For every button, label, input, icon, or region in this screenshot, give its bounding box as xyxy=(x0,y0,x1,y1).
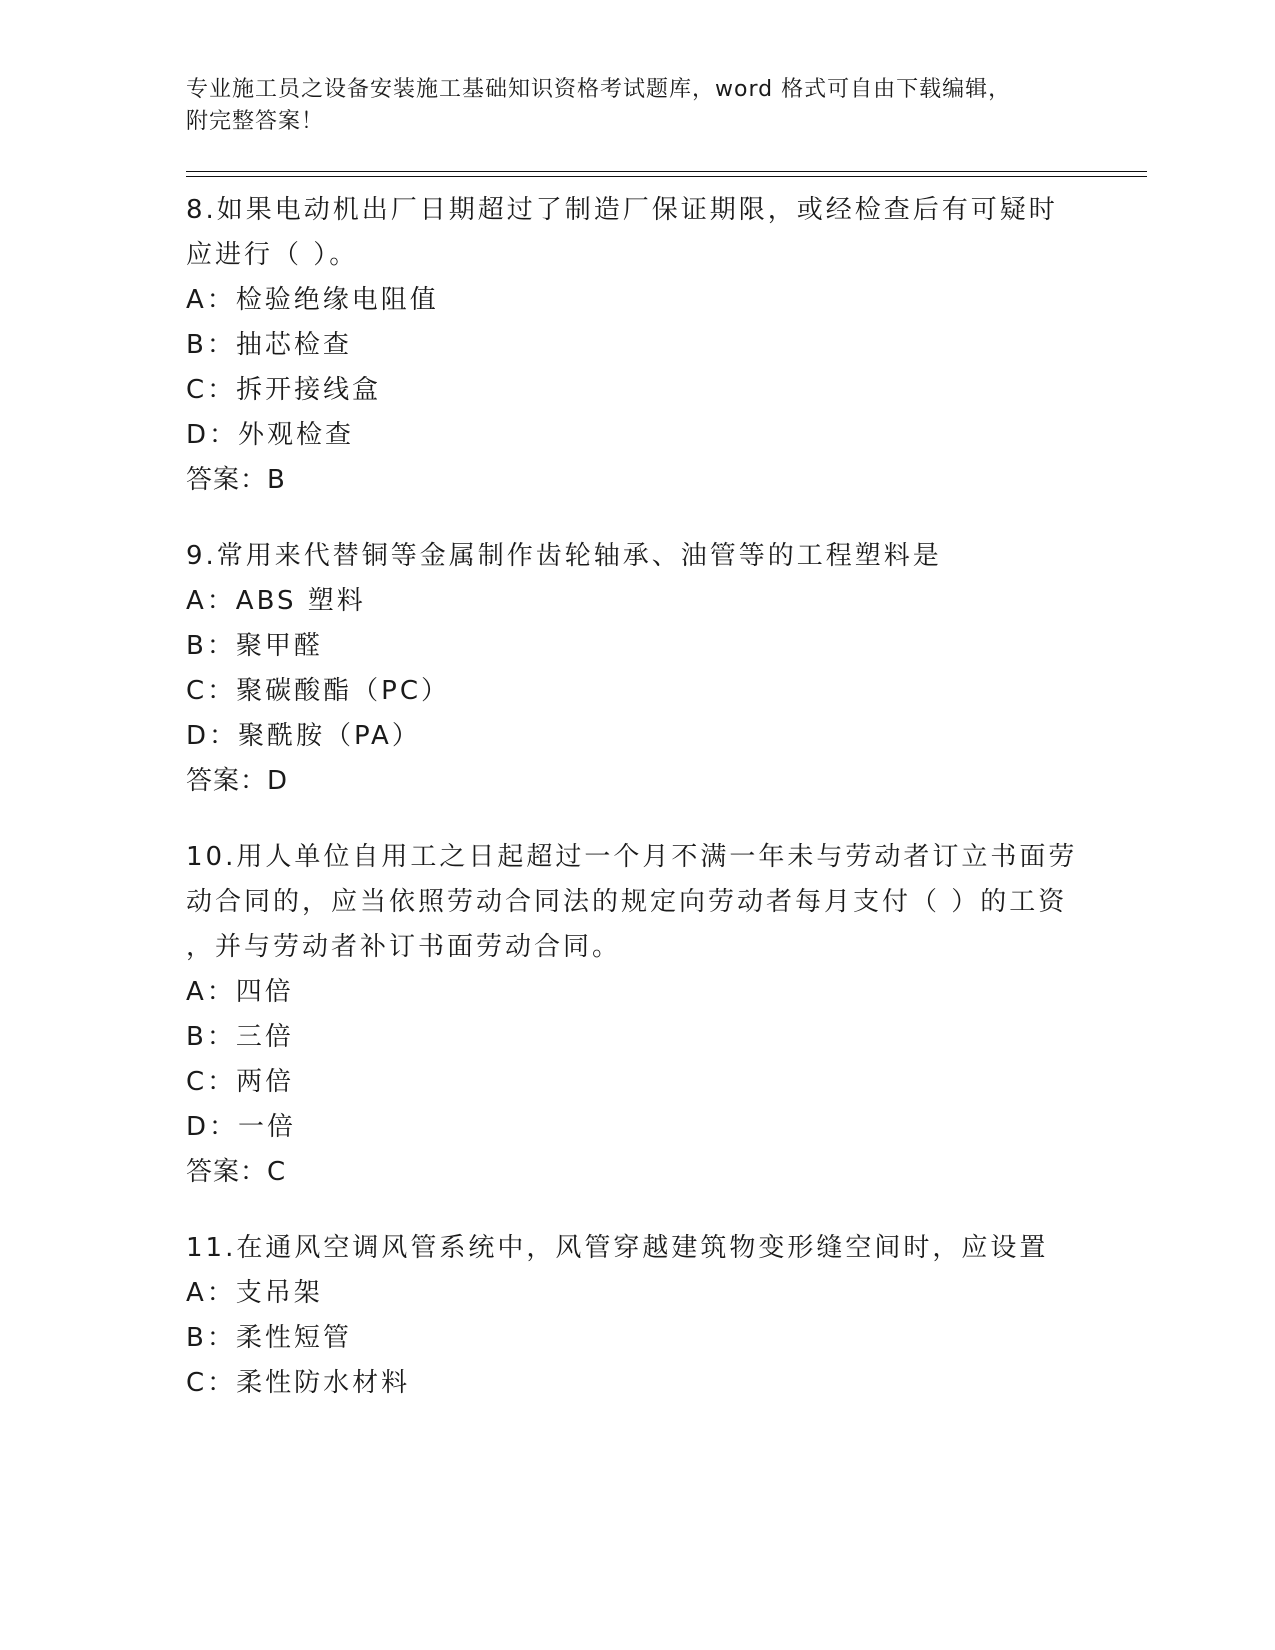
question-list xyxy=(186,188,1086,1438)
question-text-line: 动合同的，应当依照劳动合同法的规定向劳动者每月支付（ ）的工资 xyxy=(186,887,1068,917)
option-a: A：ABS 塑料 xyxy=(186,586,366,616)
question-text-line: 8.如果电动机出厂日期超过了制造厂保证期限，或经检查后有可疑时 xyxy=(186,195,1058,225)
option-d: D：聚酰胺（PA） xyxy=(186,721,421,751)
option-a: A：检验绝缘电阻值 xyxy=(186,285,439,315)
option-a: A：四倍 xyxy=(186,977,294,1007)
header-divider-bottom xyxy=(186,176,1147,177)
option-b: B：柔性短管 xyxy=(186,1323,352,1353)
question-text-line: 9.常用来代替铜等金属制作齿轮轴承、油管等的工程塑料是 xyxy=(186,541,942,571)
option-b: B：抽芯检查 xyxy=(186,330,352,360)
header-line-2: 附完整答案！ xyxy=(186,109,325,134)
option-c: C：两倍 xyxy=(186,1067,295,1097)
question-10 xyxy=(186,835,1086,1194)
question-8 xyxy=(186,188,1086,502)
question-text-line: ，并与劳动者补订书面劳动合同。 xyxy=(186,932,622,962)
answer-line: 答案：B xyxy=(186,465,286,495)
answer-line: 答案：C xyxy=(186,1157,287,1187)
option-b: B：聚甲醛 xyxy=(186,631,323,661)
document-header xyxy=(186,74,1066,138)
question-9 xyxy=(186,534,1086,803)
option-d: D：外观检查 xyxy=(186,420,355,450)
option-b: B：三倍 xyxy=(186,1022,294,1052)
header-line-1: 专业施工员之设备安装施工基础知识资格考试题库，word 格式可自由下载编辑， xyxy=(186,77,1012,102)
option-c: C：聚碳酸酯（PC） xyxy=(186,676,450,706)
option-c: C：拆开接线盒 xyxy=(186,375,382,405)
option-a: A：支吊架 xyxy=(186,1278,323,1308)
question-11 xyxy=(186,1226,1086,1406)
option-d: D：一倍 xyxy=(186,1112,297,1142)
answer-line: 答案：D xyxy=(186,766,289,796)
question-text-line: 11.在通风空调风管系统中，风管穿越建筑物变形缝空间时，应设置 xyxy=(186,1233,1049,1263)
question-text-line: 10.用人单位自用工之日起超过一个月不满一年未与劳动者订立书面劳 xyxy=(186,842,1078,872)
header-divider-top xyxy=(186,171,1147,172)
question-text-line: 应进行（ ）。 xyxy=(186,240,359,270)
option-c: C：柔性防水材料 xyxy=(186,1368,411,1398)
